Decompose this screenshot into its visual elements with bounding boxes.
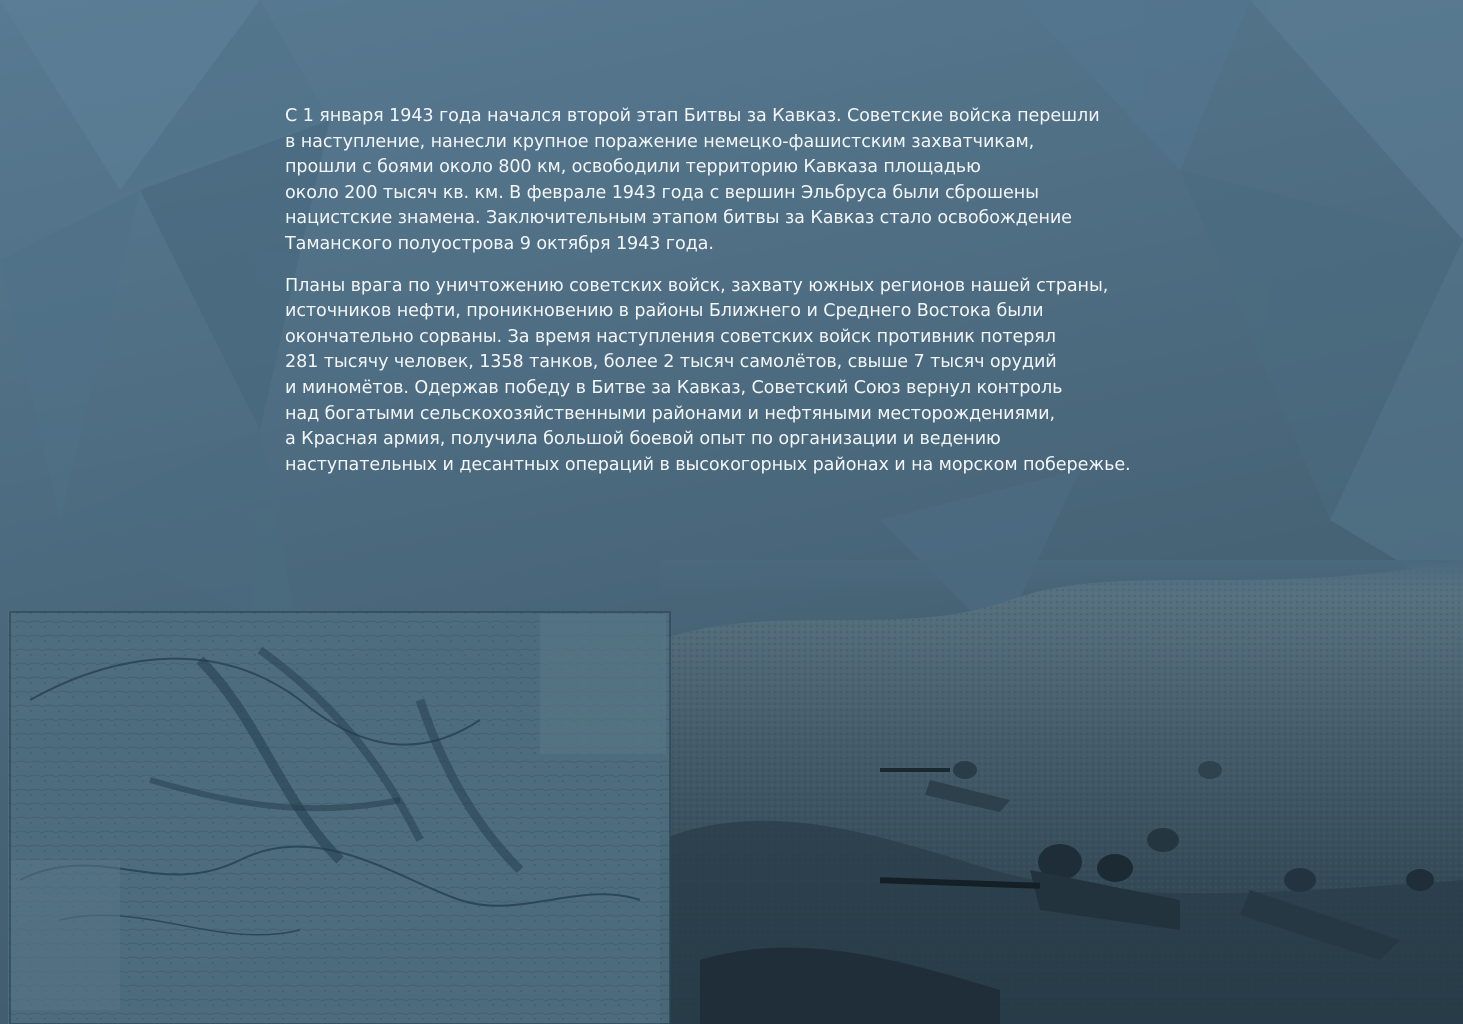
paragraph-line: в наступление, нанесли крупное поражение немецко-фашистским захватчикам, [285,131,1035,152]
paragraph-line: прошли с боями около 800 км, освободили территорию Кавказа площадью [285,157,981,178]
paragraph-line: а Красная армия, получила большой боевой опыт по организации и ведению [285,429,1001,450]
paragraph-line: Планы врага по уничтожению советских войск, захвату южных регионов нашей страны, [285,275,1109,296]
paragraph-line: около 200 тысяч кв. км. В феврале 1943 года с вершин Эльбруса были сброшены [285,182,1039,203]
paragraph-line: Таманского полуострова 9 октября 1943 года. [285,233,714,254]
paragraph-line: окончательно сорваны. За время наступления советских войск противник потерял [285,326,1056,347]
paragraph-line: над богатыми сельскохозяйственными районами и нефтяными месторождениями, [285,403,1055,424]
paragraph-line: и миномётов. Одержав победу в Битве за Кавказ, Советский Союз вернул контроль [285,377,1063,398]
paragraph-line: нацистские знамена. Заключительным этапом битвы за Кавказ стало освобождение [285,208,1072,229]
historical-map [8,612,670,1024]
article-text [285,104,1135,478]
paragraph-line: С 1 января 1943 года начался второй этап Битвы за Кавказ. Советские войска перешли [285,106,1100,126]
paragraph-2 [285,274,1135,479]
paragraph-1 [285,104,1135,258]
battlefield-photo [660,560,1463,1024]
paragraph-line: источников нефти, проникновению в районы Ближнего и Среднего Востока были [285,301,1044,322]
paragraph-spacer [285,258,1135,274]
paragraph-line: наступательных и десантных операций в высокогорных районах и на морском побережье. [285,454,1131,475]
paragraph-line: 281 тысячу человек, 1358 танков, более 2 тысяч самолётов, свыше 7 тысяч орудий [285,352,1057,373]
